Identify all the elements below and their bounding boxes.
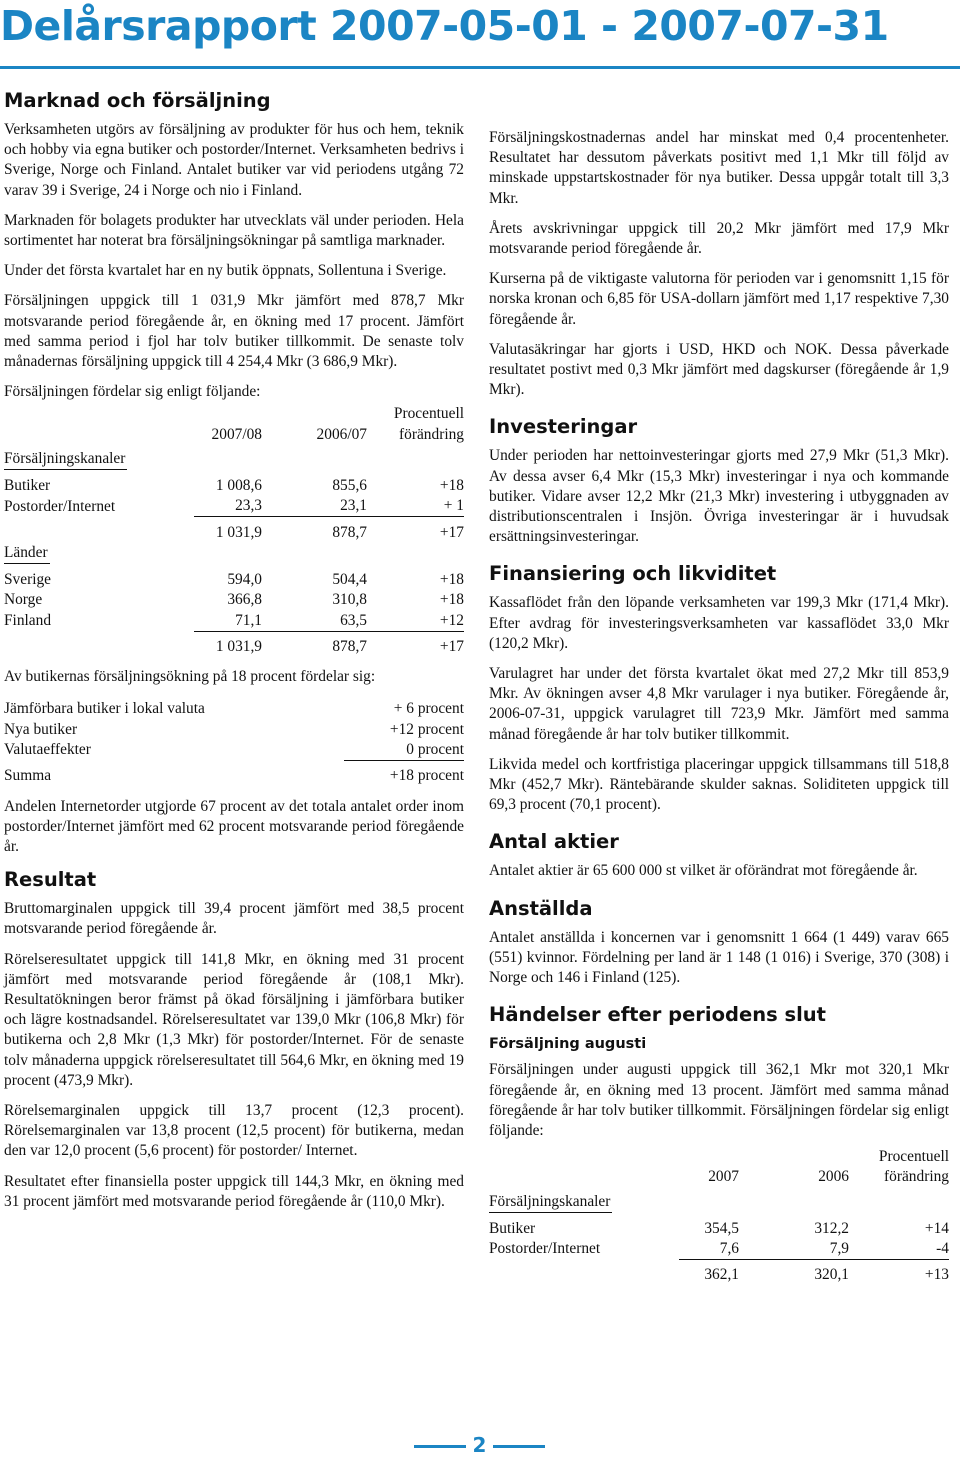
footer-rule-right bbox=[493, 1445, 545, 1448]
page-number: 2 bbox=[472, 1433, 487, 1457]
table-row: Norge 366,8 310,8 +18 bbox=[4, 591, 464, 609]
col-header-change: Procentuell förändring bbox=[393, 405, 464, 443]
paragraph: Försäljningen under augusti uppgick till 362,1 Mkr mot 320,1 Mkr föregående år, en ökning med 13 procent. Jämfört med samma månad föregående år har tolv butiker tillkommit. Försäljningen fördelar sig enligt följande: bbox=[489, 1061, 949, 1139]
paragraph: Marknaden för bolagets produkter har utvecklats väl under perioden. Hela sortimentet har noterat bra försäljningsökningar på samtliga marknader. bbox=[4, 211, 464, 250]
group-row bbox=[489, 1188, 949, 1213]
heading-investeringar: Investeringar bbox=[489, 415, 638, 439]
paragraph: Bruttomarginalen uppgick till 39,4 procent jämfört med 38,5 procent motsvarande period föregående år. bbox=[4, 900, 464, 938]
sales-table bbox=[4, 404, 464, 657]
heading-handelser: Händelser efter periodens slut bbox=[489, 1003, 826, 1027]
paragraph: Av butikernas försäljningsökning på 18 procent fördelar sig: bbox=[4, 668, 376, 686]
paragraph: Försäljningen uppgick till 1 031,9 Mkr jämfört med 878,7 Mkr motsvarande period föregående år, en ökning med 17 procent. Jämfört med samma period i fjol har tolv butiker tillkommit. De senaste tolv månadernas försäljning uppgick till 4 254,4 Mkr (3 686,9 Mkr). bbox=[4, 292, 464, 371]
col-header-2006: 2006/07 bbox=[316, 425, 367, 443]
paragraph: Likvida medel och kortfristiga placeringar uppgick tillsammans till 518,8 Mkr (452,7 Mkr). Räntebärande skulder saknas. Soliditeten uppgick till 69,3 procent (70,1 procent). bbox=[489, 755, 949, 814]
footer-rule-left bbox=[414, 1445, 466, 1448]
left-column bbox=[4, 88, 464, 1222]
right-column bbox=[489, 128, 949, 1286]
paragraph: Under perioden har nettoinvesteringar gjorts med 27,9 Mkr (51,3 Mkr). Av dessa avser 6,4 Mkr (15,3 Mkr) investeringar i nya och kommande butiker. Vidare avser 12,2 Mkr (21,3 Mkr) investering i utbyggnaden av distributionscentralen i Insjön. Övriga investeringar är i huvudsak ersättningsinvesteringar. bbox=[489, 447, 949, 546]
col-header-2006: 2006 bbox=[818, 1168, 849, 1186]
growth-table bbox=[4, 699, 464, 786]
table-row: Butiker 1 008,6 855,6 +18 bbox=[4, 477, 464, 495]
col-header-2007: 2007/08 bbox=[211, 425, 262, 443]
group-label-kanaler: Försäljningskanaler bbox=[489, 1192, 612, 1213]
table-row: Postorder/Internet 7,6 7,9 -4 bbox=[489, 1239, 949, 1260]
table-header-row bbox=[4, 404, 464, 444]
paragraph: Resultatet efter finansiella poster uppgick till 144,3 Mkr, en ökning med 31 procent jämfört med motsvarande period föregående år (110,0 Mkr). bbox=[4, 1172, 464, 1210]
subheading-forsaljning-augusti: Försäljning augusti bbox=[489, 1036, 647, 1053]
col-header-change: Procentuell förändring bbox=[878, 1148, 949, 1186]
paragraph: Försäljningskostnadernas andel har minskat med 0,4 procentenheter. Resultatet har dessutom påverkats positivt med 1,1 Mkr till följd av minskade uppstartskostnader för nya butiker. Dessa uppgår totalt till 3,3 Mkr. bbox=[489, 129, 949, 207]
paragraph: Årets avskrivningar uppgick till 20,2 Mkr jämfört med 17,9 Mkr motsvarande period föregående år. bbox=[489, 219, 949, 258]
heading-antal-aktier: Antal aktier bbox=[489, 830, 619, 854]
group-row bbox=[4, 445, 464, 470]
paragraph: Andelen Internetorder utgjorde 67 procent av det totala antalet order inom postorder/Internet jämfört med 62 procent motsvarande period föregående år. bbox=[4, 797, 464, 855]
table-row: Nya butiker +12 procent bbox=[4, 720, 464, 738]
group-label-lander: Länder bbox=[4, 543, 50, 564]
heading-finansiering: Finansiering och likviditet bbox=[489, 562, 777, 586]
table-sum-row: 362,1 320,1 +13 bbox=[704, 1266, 949, 1284]
paragraph: Varulagret har under det första kvartalet ökat med 27,2 Mkr till 853,9 Mkr. Av ökningen avser 4,8 Mkr varulager i nya butiker. Föregående år, 2006-07-31, uppgick varulagret till 723,9 Mkr. Jämfört med samma månad föregående år har tolv butiker tillkommit. bbox=[489, 665, 949, 743]
table-row: Jämförbara butiker i lokal valuta + 6 procent bbox=[4, 700, 464, 718]
table-row: Sverige 594,0 504,4 +18 bbox=[4, 571, 464, 589]
table-row: Finland 71,1 63,5 +12 bbox=[4, 611, 464, 632]
paragraph: Antalet aktier är 65 600 000 st vilket är oförändrat mot föregående år. bbox=[489, 862, 918, 880]
paragraph: Rörelseresultatet uppgick till 141,8 Mkr, en ökning med 31 procent jämfört med motsvarande period föregående år (108,1 Mkr). Resultatökningen beror främst på ökad försäljning i jämförbara butiker och lägre kostnadsandel. Rörelseresultatet var 139,0 Mkr (106,8 Mkr) för butikerna och 2,8 Mkr (1,3 Mkr) för postorder/Internet. För de senaste tolv månaderna uppgick rörelseresultatet till 564,6 Mkr, en ökning med 19 procent (473,9 Mkr). bbox=[4, 950, 464, 1089]
paragraph: Under det första kvartalet har en ny butik öppnats, Sollentuna i Sverige. bbox=[4, 262, 447, 280]
table-sum-row: Summa +18 procent bbox=[4, 767, 464, 785]
heading-anstallda: Anställda bbox=[489, 896, 593, 920]
table-row: Postorder/Internet 23,3 23,1 + 1 bbox=[4, 496, 464, 517]
paragraph: Kurserna på de viktigaste valutorna för perioden var i genomsnitt 1,15 för norska kronan och 6,85 för USA-dollarn jämfört med 1,17 respektive 7,30 föregående år. bbox=[489, 270, 949, 328]
table-sum-row: 1 031,9 878,7 +17 bbox=[215, 638, 464, 656]
page-title: Delårsrapport 2007-05-01 - 2007-07-31 bbox=[0, 2, 889, 50]
paragraph: Verksamheten utgörs av försäljning av produkter för hus och hem, teknik och hobby via egna butiker och postorder/Internet. Verksamheten bedrivs i Sverige, Norge och Finland. Antalet butiker var vid periodens utgång 72 varav 39 i Sverige, 24 i Norge och nio i Finland. bbox=[4, 121, 464, 199]
col-header-2007: 2007 bbox=[708, 1168, 739, 1186]
heading-resultat: Resultat bbox=[4, 868, 97, 892]
group-label-kanaler: Försäljningskanaler bbox=[4, 449, 127, 470]
table-sum-row: 1 031,9 878,7 +17 bbox=[215, 523, 464, 541]
table-row: Valutaeffekter 0 procent bbox=[4, 740, 464, 761]
paragraph: Valutasäkringar har gjorts i USD, HKD och NOK. Dessa påverkade resultatet postivt med 0,3 Mkr jämfört med dagskurser (föregående år 1,9 Mkr). bbox=[489, 340, 949, 399]
table-row: Butiker 354,5 312,2 +14 bbox=[489, 1219, 949, 1237]
title-rule bbox=[0, 66, 960, 69]
group-row bbox=[4, 543, 464, 564]
paragraph: Rörelsemarginalen uppgick till 13,7 procent (12,3 procent). Rörelsemarginalen var 13,8 procent (12,5 procent) för butikerna, medan den var 12,0 procent (5,6 procent) för postorder/ Internet. bbox=[4, 1102, 464, 1160]
paragraph: Försäljningen fördelar sig enligt följande: bbox=[4, 383, 261, 401]
august-sales-table bbox=[489, 1147, 949, 1286]
paragraph: Kassaflödet från den löpande verksamheten var 199,3 Mkr (171,4 Mkr). Efter avdrag för investeringsverksamheten var kassaflödet 33,0 Mkr (120,2 Mkr). bbox=[489, 594, 949, 652]
paragraph: Antalet anställda i koncernen var i genomsnitt 1 664 (1 449) varav 665 (551) kvinnor. Fördelning per land är 1 148 (1 016) i Sverige, 370 (308) i Norge och 146 i Finland (125). bbox=[489, 928, 949, 987]
table-header-row bbox=[489, 1147, 949, 1187]
heading-marknad: Marknad och försäljning bbox=[4, 89, 271, 112]
